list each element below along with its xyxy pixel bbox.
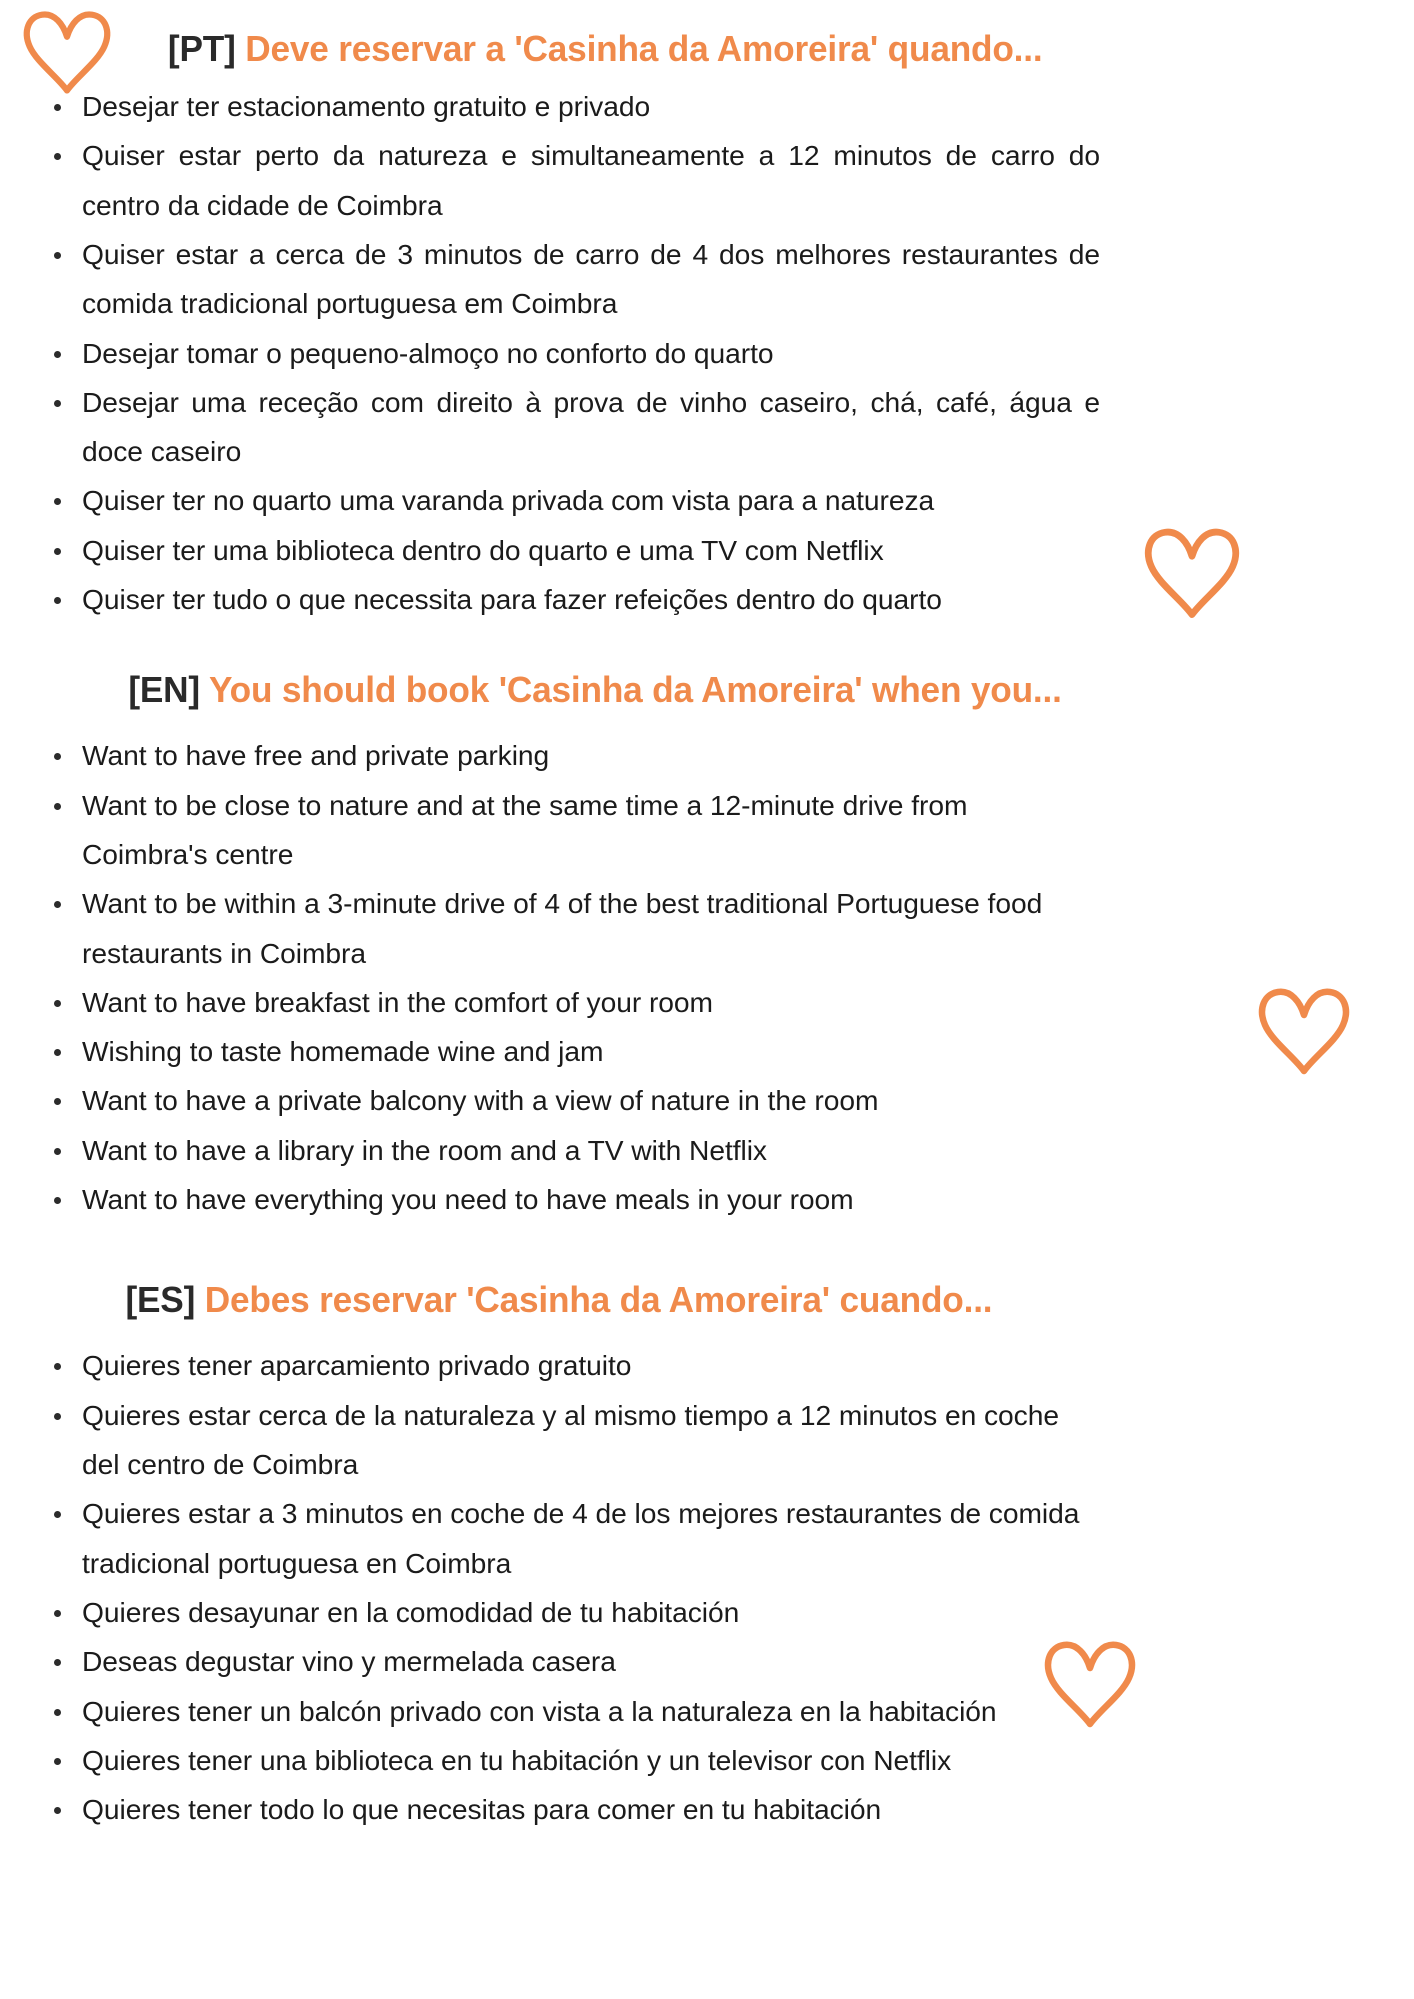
list-item-text: Want to have a library in the room and a TV with Netflix (82, 1133, 767, 1166)
list-item-text: Want to have free and private parking (82, 739, 550, 772)
lang-tag-pt: [PT] (167, 28, 236, 69)
list-item-text: Quieres tener una biblioteca en tu habitación y un televisor con Netflix (82, 1743, 952, 1776)
section-en (0, 668, 1414, 1224)
section-es (0, 1278, 1414, 1834)
heading-text-en: You should book 'Casinha da Amoreira' when you... (208, 669, 1062, 711)
list-item-text: Quieres tener aparcamiento privado gratuito (82, 1349, 632, 1382)
list-item (0, 1126, 1414, 1175)
list-item-text: Quieres desayunar en la comodidad de tu habitación (82, 1595, 740, 1628)
list-item-text: Quiser ter uma biblioteca dentro do quarto e uma TV com Netflix (82, 533, 884, 566)
list-item (0, 731, 1414, 780)
list-item-text: Quieres estar a 3 minutos en coche de 4 de los mejores restaurantes de comida tradicional portuguesa en Coimbra (82, 1497, 1080, 1579)
page-title-es (0, 1278, 1365, 1321)
list-item (0, 1588, 1414, 1637)
list-item-text: Want to be within a 3-minute drive of 4 of the best traditional Portuguese food restaurants in Coimbra (82, 887, 1043, 969)
list-item-text: Quiser ter no quarto uma varanda privada com vista para a natureza (82, 484, 935, 517)
lang-tag-en: [EN] (128, 669, 200, 711)
list-item (0, 1175, 1414, 1224)
list-item-text: Desejar uma receção com direito à prova de vinho caseiro, chá, café, água e doce caseiro (82, 385, 1100, 468)
list-item-text: Deseas degustar vino y mermelada casera (82, 1645, 616, 1678)
list-item (0, 1736, 1414, 1785)
list-item (0, 378, 1414, 477)
list-item (0, 476, 1414, 525)
list-item (0, 131, 1414, 230)
list-item (0, 1785, 1414, 1834)
list-item-text: Quiser estar a cerca de 3 minutos de carro de 4 dos melhores restaurantes de comida tradicional portuguesa em Coimbra (82, 237, 1100, 320)
list-es (0, 1341, 1414, 1834)
list-item (0, 1391, 1414, 1490)
list-item-text: Desejar ter estacionamento gratuito e privado (82, 90, 651, 123)
list-item (0, 230, 1414, 329)
list-en (0, 731, 1414, 1224)
list-item-text: Desejar tomar o pequeno-almoço no conforto do quarto (82, 336, 774, 369)
list-item (0, 1076, 1414, 1125)
list-item-text: Want to have breakfast in the comfort of your room (82, 985, 713, 1018)
list-item-text: Want to have a private balcony with a view of nature in the room (82, 1084, 879, 1117)
list-item (0, 781, 1414, 880)
list-item (0, 1637, 1414, 1686)
list-item-text: Quieres estar cerca de la naturaleza y al mismo tiempo a 12 minutos en coche del centro de Coimbra (82, 1398, 1059, 1481)
list-item (0, 1027, 1414, 1076)
list-item (0, 575, 1414, 624)
list-item (0, 82, 1414, 131)
list-item-text: Quiser estar perto da natureza e simultaneamente a 12 minutos de carro do centro da cidade de Coimbra (82, 139, 1100, 221)
list-item-text: Want to have everything you need to have meals in your room (82, 1183, 854, 1216)
page-title-en (0, 668, 1365, 711)
list-item (0, 526, 1414, 575)
page-title-pt (0, 0, 1365, 70)
list-item-text: Quieres tener todo lo que necesitas para comer en tu habitación (82, 1793, 882, 1826)
list-item-text: Quieres tener un balcón privado con vista a la naturaleza en la habitación (82, 1694, 997, 1727)
list-item-text: Wishing to taste homemade wine and jam (82, 1035, 604, 1068)
list-item (0, 329, 1414, 378)
list-pt (0, 82, 1414, 624)
list-item-text: Quiser ter tudo o que necessita para fazer refeições dentro do quarto (82, 583, 942, 616)
section-pt (0, 0, 1414, 624)
list-item (0, 1687, 1414, 1736)
heading-text-pt: Deve reservar a 'Casinha da Amoreira' quando... (245, 28, 1043, 69)
list-item (0, 978, 1414, 1027)
lang-tag-es: [ES] (125, 1279, 196, 1321)
list-item (0, 879, 1414, 978)
list-item-text: Want to be close to nature and at the same time a 12-minute drive from Coimbra's centre (82, 788, 968, 870)
list-item (0, 1341, 1414, 1390)
list-item (0, 1489, 1414, 1588)
heading-text-es: Debes reservar 'Casinha da Amoreira' cuando... (204, 1279, 993, 1321)
